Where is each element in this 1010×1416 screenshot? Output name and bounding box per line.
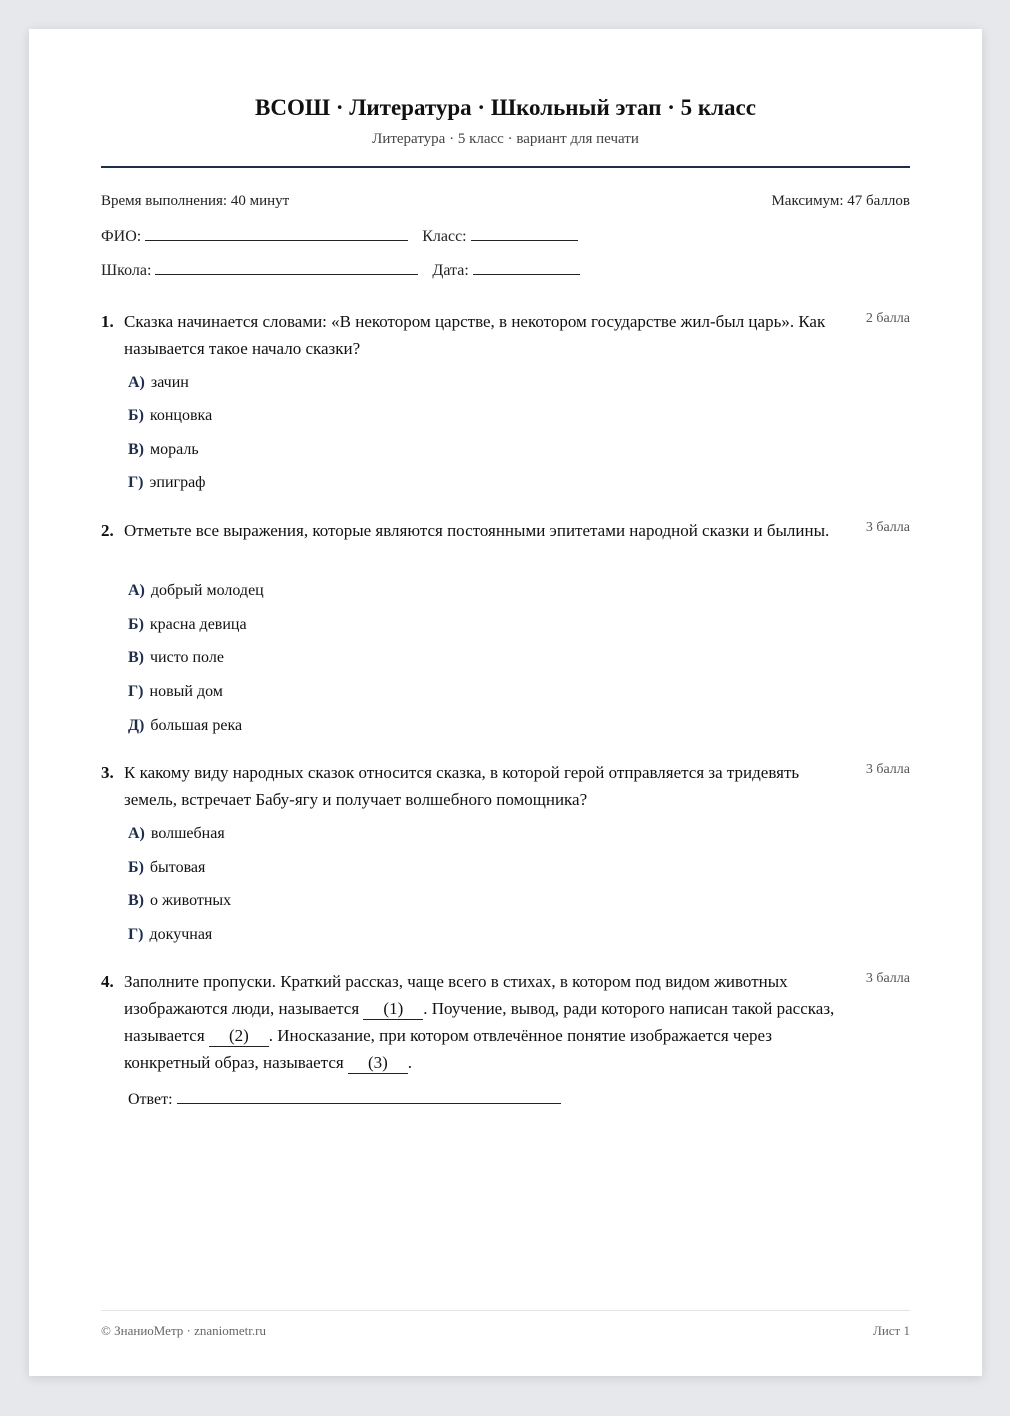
meta-row	[101, 193, 910, 210]
answer-row	[128, 1088, 561, 1109]
question-text: К какому виду народных сказок относится сказка, в которой герой отправляется за тридевять земель, встречает Бабу-ягу и получает волшебного помощника?	[124, 763, 800, 809]
option[interactable]	[128, 407, 212, 425]
option-letter: В)	[128, 892, 144, 909]
fio-field[interactable]	[145, 225, 408, 241]
option-letter: Г)	[128, 926, 144, 943]
question-text-part: . Иносказание, при котором отвлечённое понятие изображается через конкретный образ, называется	[124, 1026, 772, 1072]
question-points: 3 балла	[865, 520, 910, 535]
question-text	[124, 968, 846, 1076]
option[interactable]	[128, 474, 206, 492]
question-number: 1.	[101, 312, 114, 331]
option-text: чисто поле	[150, 649, 224, 666]
question-text: Отметьте все выражения, которые являются постоянными эпитетами народной сказки и былины.	[124, 521, 830, 540]
option-letter: Д)	[128, 717, 145, 734]
option[interactable]	[128, 441, 199, 459]
option-text: добрый молодец	[150, 582, 264, 599]
option-letter: Б)	[128, 616, 144, 633]
option-text: зачин	[150, 374, 189, 391]
blank-1[interactable]: (1)	[363, 999, 423, 1020]
option-text: волшебная	[150, 825, 225, 842]
option-text: новый дом	[149, 683, 223, 700]
option-letter: Г)	[128, 474, 144, 491]
max-score: Максимум: 47 баллов	[771, 193, 910, 209]
date-label: Дата:	[432, 262, 469, 279]
exam-sheet	[29, 29, 982, 1376]
blank-2[interactable]: (2)	[209, 1026, 269, 1047]
option[interactable]	[128, 649, 224, 667]
option-text: бытовая	[149, 859, 206, 876]
question-points: 3 балла	[865, 971, 910, 986]
option[interactable]	[128, 616, 247, 634]
class-field[interactable]	[471, 225, 578, 241]
footer-divider	[101, 1310, 910, 1311]
option[interactable]	[128, 683, 223, 701]
option-letter: А)	[128, 374, 145, 391]
footer-page-number: Лист 1	[873, 1323, 910, 1338]
question-text-part: .	[407, 1053, 413, 1072]
option-letter: Г)	[128, 683, 144, 700]
school-label: Школа:	[101, 262, 152, 279]
option[interactable]	[128, 374, 189, 392]
question-text: Сказка начинается словами: «В некотором царстве, в некотором государстве жил-был царь». Как называется такое начало сказки?	[124, 312, 826, 358]
question-points: 2 балла	[865, 311, 910, 326]
date-field[interactable]	[473, 259, 580, 275]
school-row	[101, 259, 580, 280]
fio-row	[101, 225, 578, 246]
option[interactable]	[128, 825, 225, 843]
option-letter: Б)	[128, 407, 144, 424]
question-points: 3 балла	[865, 762, 910, 777]
option[interactable]	[128, 859, 205, 877]
option-letter: В)	[128, 649, 144, 666]
time-limit: Время выполнения: 40 минут	[101, 193, 290, 209]
option[interactable]	[128, 926, 212, 944]
question-number: 2.	[101, 521, 114, 540]
page-title: ВСОШ · Литература · Школьный этап · 5 класс	[255, 95, 756, 120]
answer-label: Ответ:	[128, 1091, 173, 1108]
option-text: эпиграф	[149, 474, 206, 491]
class-label: Класс:	[422, 228, 467, 245]
option[interactable]	[128, 717, 242, 735]
question-number: 3.	[101, 763, 114, 782]
question-text-part: . Поучение, вывод, ради которого написан такой рассказ, называется	[124, 999, 835, 1045]
header-divider	[101, 166, 910, 168]
option-text: докучная	[149, 926, 213, 943]
blank-3[interactable]: (3)	[348, 1053, 408, 1074]
option-text: красна девица	[149, 616, 247, 633]
option-text: большая река	[150, 717, 243, 734]
footer-copyright: © ЗнаниоМетр · znaniometr.ru	[101, 1323, 266, 1338]
school-field[interactable]	[155, 259, 418, 275]
option-text: концовка	[149, 407, 213, 424]
option[interactable]	[128, 892, 231, 910]
option[interactable]	[128, 582, 264, 600]
option-text: о животных	[150, 892, 232, 909]
option-letter: А)	[128, 582, 145, 599]
fio-label: ФИО:	[101, 228, 142, 245]
question-text-part: Заполните пропуски. Краткий рассказ, чаще всего в стихах, в котором под видом животных изображаются люди, называется	[124, 972, 788, 1018]
option-letter: А)	[128, 825, 145, 842]
option-text: мораль	[150, 441, 199, 458]
answer-field[interactable]	[177, 1088, 561, 1104]
option-letter: В)	[128, 441, 144, 458]
page-subtitle: Литература · 5 класс · вариант для печати	[372, 131, 639, 147]
option-letter: Б)	[128, 859, 144, 876]
question-number: 4.	[101, 972, 114, 991]
